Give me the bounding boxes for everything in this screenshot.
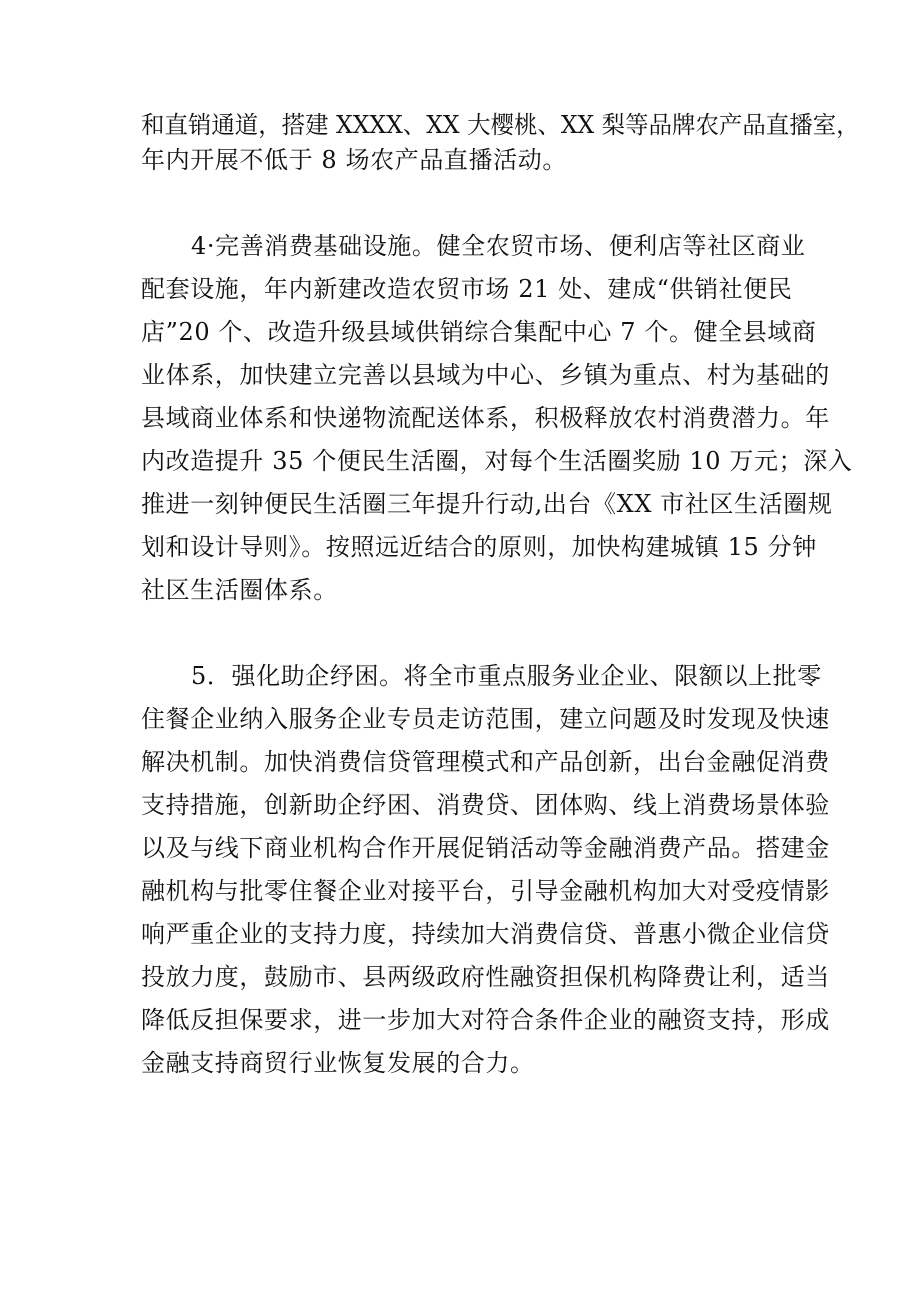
text-line: 推进一刻钟便民生活圈三年提升行动,出台《XX 市社区生活圈规 xyxy=(141,490,833,518)
text-line: 以及与线下商业机构合作开展促销活动等金融消费产品。搭建金 xyxy=(141,834,830,862)
text-line: 金融支持商贸行业恢复发展的合力。 xyxy=(141,1049,535,1077)
text-line: 支持措施，创新助企纾困、消费贷、团体购、线上消费场景体验 xyxy=(141,791,830,819)
text-line: 5．强化助企纾困。将全市重点服务业企业、限额以上批零 xyxy=(191,662,822,690)
text-line: 县域商业体系和快递物流配送体系，积极释放农村消费潜力。年 xyxy=(141,404,830,432)
text-line: 社区生活圈体系。 xyxy=(141,576,338,604)
text-line: 配套设施，年内新建改造农贸市场 21 处、建成“供销社便民 xyxy=(141,275,793,303)
text-line: 业体系，加快建立完善以县域为中心、乡镇为重点、村为基础的 xyxy=(141,361,830,389)
text-line: 融机构与批零住餐企业对接平台，引导金融机构加大对受疫情影 xyxy=(141,877,830,905)
text-line: 解决机制。加快消费信贷管理模式和产品创新，出台金融促消费 xyxy=(141,748,830,776)
text-line: 降低反担保要求，进一步加大对符合条件企业的融资支持，形成 xyxy=(141,1006,830,1034)
text-line: 和直销通道，搭建 XXXX、XX 大樱桃、XX 梨等品牌农产品直播室， xyxy=(141,111,860,139)
text-line: 划和设计导则》。按照远近结合的原则，加快构建城镇 15 分钟 xyxy=(141,533,817,561)
text-line: 年内开展不低于 8 场农产品直播活动。 xyxy=(141,146,567,174)
text-line: 住餐企业纳入服务企业专员走访范围，建立问题及时发现及快速 xyxy=(141,705,830,733)
text-line: 内改造提升 35 个便民生活圈，对每个生活圈奖励 10 万元；深入 xyxy=(141,447,853,475)
text-line: 投放力度，鼓励市、县两级政府性融资担保机构降费让利，适当 xyxy=(141,963,830,991)
text-line: 店”20 个、改造升级县域供销综合集配中心 7 个。健全县域商 xyxy=(141,318,817,346)
text-line: 4·完善消费基础设施。健全农贸市场、便利店等社区商业 xyxy=(191,232,806,260)
text-line: 响严重企业的支持力度，持续加大消费信贷、普惠小微企业信贷 xyxy=(141,920,830,948)
